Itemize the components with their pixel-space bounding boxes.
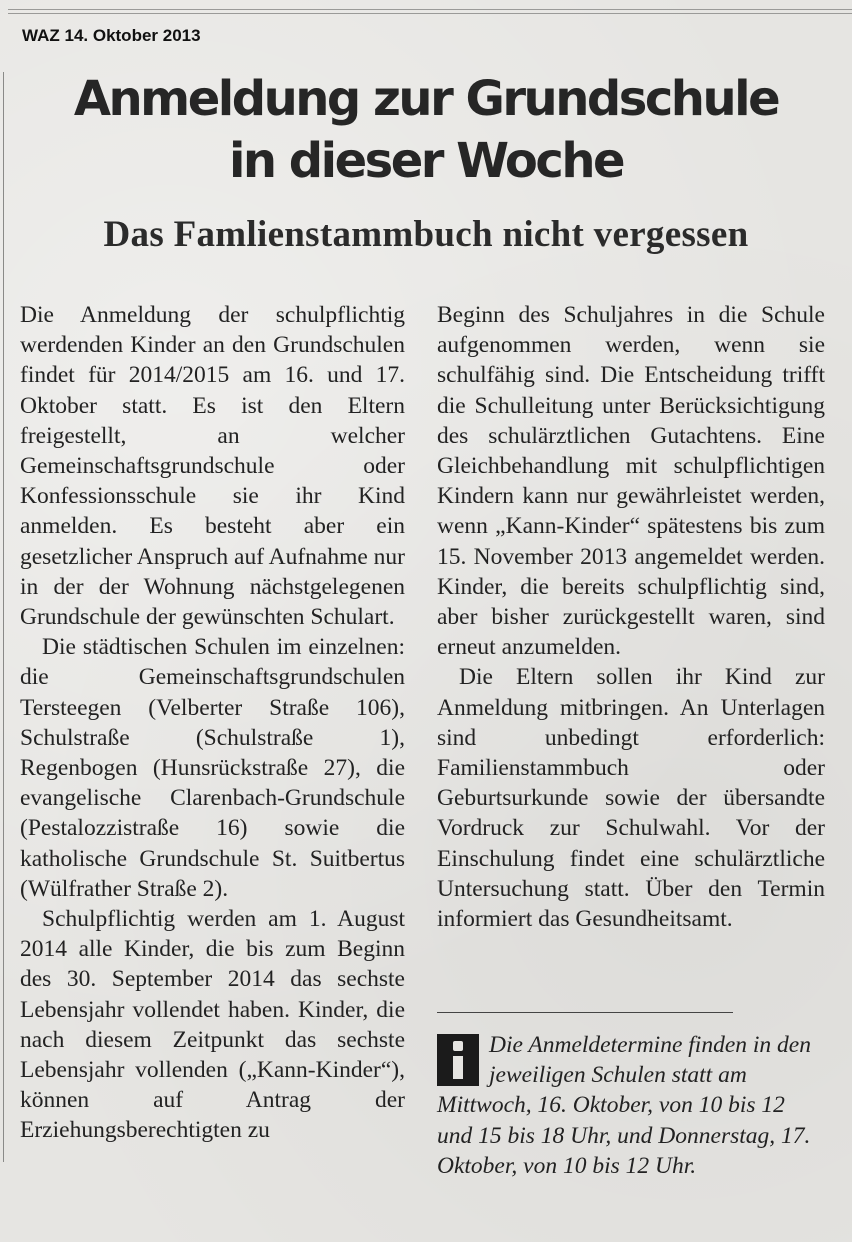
headline-line-1: Anmeldung zur Grundschule	[73, 71, 779, 127]
paragraph-right-2: Die Eltern sollen ihr Kind zur Anmeldung mitbringen. An Unterlagen sind unbedingt erforderlich: Familienstammbuch oder Geburtsurkunde sowie der übersandte Vordruck zur Schulwahl. Vor der Einschulung findet eine schulärztliche Untersuchung statt. Über den Termin informiert das Gesundheitsamt.	[437, 664, 825, 933]
article-column-left	[20, 300, 405, 1146]
top-rule-secondary	[8, 13, 852, 14]
info-text: Die Anmeldetermine finden in den jeweiligen Schulen statt am Mittwoch, 16. Oktober, von 10 bis 12 und 15 bis 18 Uhr, und Donnerstag, 17. Oktober, von 10 bis 12 Uhr.	[437, 1032, 811, 1179]
article-column-right	[437, 300, 825, 934]
info-box	[437, 1030, 825, 1181]
paragraph-right-1: Beginn des Schuljahres in die Schule aufgenommen werden, wenn sie schulfähig sind. Die Entscheidung trifft die Schulleitung unter Berücksichtigung des schulärztlichen Gutachtens. Eine Gleichbehandlung mit schulpflichtigen Kindern kann nur gewährleistet werden, wenn „Kann-Kinder“ spätestens bis zum 15. November 2013 angemeldet werden. Kinder, die bereits schulpflichtig sind, aber bisher zurückgestellt waren, sind erneut anzumelden.	[437, 302, 825, 661]
top-rule	[8, 9, 852, 10]
info-icon	[437, 1034, 479, 1086]
info-separator	[437, 1012, 733, 1013]
headline-line-2: in dieser Woche	[228, 133, 624, 189]
paragraph-left-1: Die Anmeldung der schulpflichtig werdenden Kinder an den Grundschulen findet für 2014/2015 am 16. und 17. Oktober statt. Es ist den Eltern freigestellt, an welcher Gemeinschaftsgrundschule oder Konfessionsschule sie ihr Kind anmelden. Es besteht aber ein gesetzlicher Anspruch auf Aufnahme nur in der der Wohnung nächstgelegenen Grundschule der gewünschten Schulart.	[20, 302, 406, 631]
paragraph-left-3: Schulpflichtig werden am 1. August 2014 alle Kinder, die bis zum Beginn des 30. September 2014 das sechste Lebensjahr vollendet haben. Kinder, die nach diesem Zeitpunkt das sechste Lebensjahr vollenden („Kann-Kinder“), können auf Antrag der Erziehungsberechtigten zu	[20, 906, 405, 1144]
paragraph-left-2: Die städtischen Schulen im einzelnen: die Gemeinschaftsgrundschulen Tersteegen (Velberter Straße 106), Schulstraße (Schulstraße 1), Regenbogen (Hunsrückstraße 27), die evangelische Clarenbach-Grundschule (Pestalozzistraße 16) sowie die katholische Grundschule St. Suitbertus (Wülfrather Straße 2).	[20, 634, 405, 902]
article-subheadline: Das Famlienstammbuch nicht vergessen	[103, 214, 749, 255]
source-line: WAZ 14. Oktober 2013	[22, 26, 201, 45]
article-headline	[0, 68, 852, 192]
